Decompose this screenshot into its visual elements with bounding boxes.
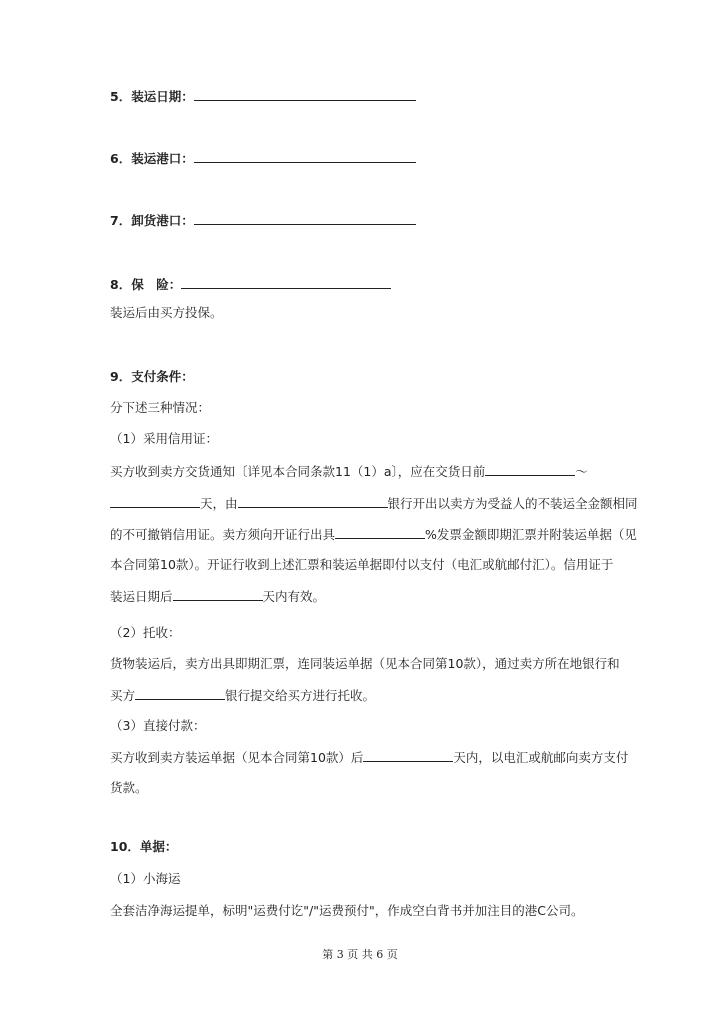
lc-paragraph-line: [110, 495, 638, 512]
lc-paragraph-line: [110, 588, 325, 605]
lc-paragraph-line: [110, 463, 588, 480]
blank-field[interactable]: [135, 687, 225, 700]
text: 银行提交给买方进行托收。: [225, 688, 376, 703]
label: 5．装运日期：: [110, 89, 194, 104]
label: 8．保 险：: [110, 277, 182, 292]
label: 6．装运港口：: [110, 151, 194, 166]
text: 买方收到卖方交货通知〔详见本合同条款11（1）a〕，应在交货日前: [110, 464, 486, 479]
collection-paragraph-line: 货物装运后，卖方出具即期汇票，连同装运单据（见本合同第10款），通过卖方所在地银行和: [110, 656, 620, 671]
lc-paragraph-line: [110, 526, 637, 543]
text: 天内，以电汇或航邮向卖方支付: [453, 750, 629, 765]
text: 买方收到卖方装运单据（见本合同第10款）后: [110, 750, 364, 765]
text: ～: [575, 464, 588, 479]
blank-field[interactable]: [194, 212, 416, 225]
blank-field[interactable]: [194, 88, 416, 101]
insurance-field: [110, 276, 391, 293]
port-of-loading-field: [110, 150, 416, 167]
payment-title: 9．支付条件：: [110, 369, 194, 384]
collection-paragraph-line: [110, 687, 375, 704]
blank-field[interactable]: [335, 526, 425, 539]
blank-field[interactable]: [110, 495, 200, 508]
blank-field[interactable]: [173, 588, 263, 601]
page-footer: 第 3 页 共 6 页: [322, 948, 398, 961]
blank-field[interactable]: [485, 463, 575, 476]
text: 买方: [110, 688, 136, 703]
text: 天内有效。: [262, 589, 326, 604]
direct-payment-line: 货款。: [110, 780, 148, 795]
blank-field[interactable]: [363, 749, 453, 762]
collection-title: （2）托收：: [110, 625, 181, 640]
insurance-note: 装运后由买方投保。: [110, 305, 223, 320]
text: 的不可撤销信用证。卖方须向开证行出具: [110, 527, 336, 542]
blank-field[interactable]: [238, 495, 388, 508]
lc-paragraph-line: 本合同第10款）。开证行收到上述汇票和装运单据即付以支付（电汇或航邮付汇）。信用证于: [110, 557, 614, 572]
direct-payment-line: [110, 749, 628, 766]
direct-payment-title: （3）直接付款：: [110, 718, 206, 733]
blank-field[interactable]: [194, 150, 416, 163]
text: 装运日期后: [110, 589, 173, 604]
blank-field[interactable]: [181, 276, 391, 289]
payment-intro: 分下述三种情况：: [110, 400, 211, 415]
documents-paragraph: 全套洁净海运提单，标明"运费付讫"/"运费预付"，作成空白背书并加注目的港C公司。: [110, 903, 584, 918]
lc-title: （1）采用信用证：: [110, 431, 218, 446]
shipment-date-field: [110, 88, 416, 105]
port-of-discharge-field: [110, 212, 416, 229]
text: 天，由: [200, 496, 238, 511]
text: %发票金额即期汇票并附装运单据（见: [425, 527, 637, 542]
documents-subtitle: （1）小海运: [110, 871, 181, 886]
label: 7．卸货港口：: [110, 213, 194, 228]
documents-title: 10．单据：: [110, 839, 178, 854]
text: 银行开出以卖方为受益人的不装运全金额相同: [387, 496, 638, 511]
